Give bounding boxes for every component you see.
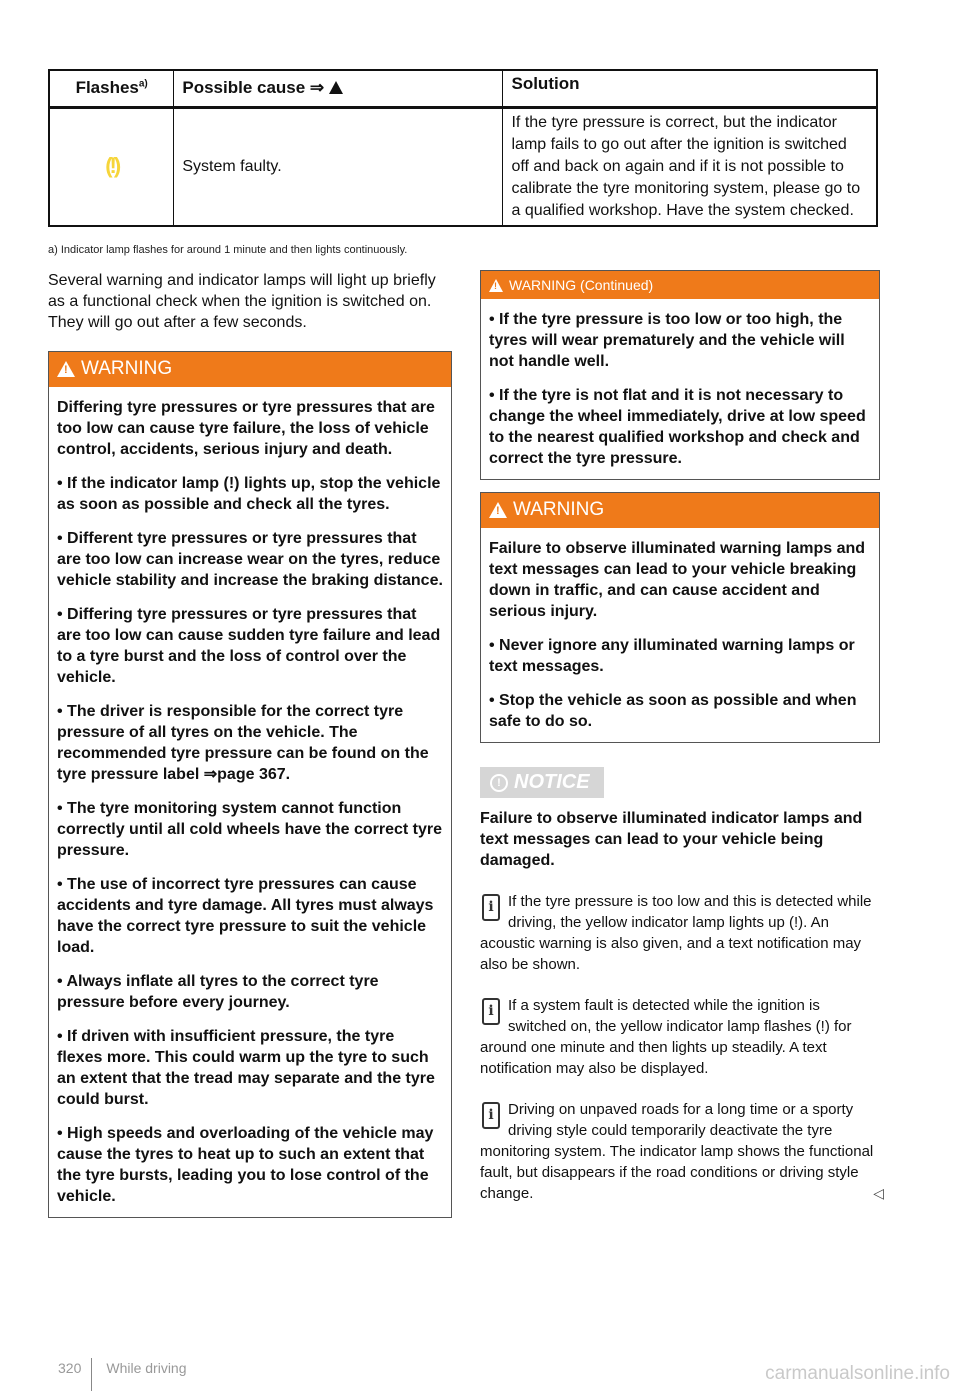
warning-bullet: • If driven with insufficient pressure, the tyre flexes more. This could warm up the tyre to such an extent that the tread may separate and the tyre could burst.: [57, 1028, 435, 1108]
header-solution: Solution: [503, 70, 877, 108]
warning-continued-body: [481, 299, 879, 479]
left-column: [48, 270, 452, 1218]
watermark: carmanualsonline.info: [765, 1363, 950, 1384]
notice-text: Failure to observe illuminated indicator lamps and text messages can lead to your vehicle being damaged.: [480, 810, 863, 869]
tpms-flash-cell: [49, 108, 174, 227]
warning-box-tyre-pressure: [48, 351, 452, 1218]
table-row: [49, 108, 877, 227]
warning-body: [49, 387, 451, 1217]
info-icon: i: [482, 1102, 500, 1129]
warning-box-continued: [480, 270, 880, 480]
warning-box-illuminated-lamps: [480, 492, 880, 743]
warning-paragraph: Differing tyre pressures or tyre pressures that are too low can cause tyre failure, the loss of vehicle control, accidents, serious injury and death.: [57, 399, 435, 458]
right-column: [480, 270, 884, 1204]
warning-triangle-icon: [57, 361, 75, 377]
intro-text: Several warning and indicator lamps will light up briefly as a functional check when the ignition is switched on. They will go out after a few seconds.: [48, 272, 436, 331]
warning-continued-header: ! WARNING (Continued): [481, 271, 879, 299]
warning-bullet: • Different tyre pressures or tyre pressures that are too low can increase wear on the tyres, reduce vehicle stability and increase the braking distance.: [57, 530, 443, 589]
warning-bullet: • Differing tyre pressures or tyre pressures that are too low can cause sudden tyre failure and lead to a tyre burst and the loss of control over the vehicle.: [57, 606, 441, 686]
section-name: While driving: [106, 1360, 187, 1376]
warning-body: [481, 528, 879, 742]
info-icon: i: [482, 998, 500, 1025]
notice-icon: !: [490, 774, 508, 792]
solution-cell: If the tyre pressure is correct, but the indicator lamp fails to go out after the ignition is switched off and back on again and if it is not possible to calibrate the tyre monitoring system, please go to a qualified workshop. Have the system checked.: [503, 108, 877, 227]
cause-cell: System faulty.: [174, 108, 503, 227]
warning-triangle-icon: [489, 502, 507, 518]
warning-bullet: • If the tyre pressure is too low or too high, the tyres will wear prematurely and the vehicle will not handle well.: [489, 311, 845, 370]
page-footer: [58, 1348, 187, 1388]
notice-header: ! NOTICE: [480, 767, 604, 798]
warning-bullet: • Always inflate all tyres to the correct tyre pressure before every journey.: [57, 973, 379, 1011]
info-note-low-pressure: i If the tyre pressure is too low and this is detected while driving, the yellow indicator lamp lights up (!). An acoustic warning is also given, and a text notification may also be shown.: [480, 893, 872, 973]
section-end-icon: ◁: [873, 1185, 884, 1201]
info-note-unpaved-roads: i Driving on unpaved roads for a long time or a sporty driving style could temporarily deactivate the tyre monitoring system. The indicator lamp shows the functional fault, but disappears if the road conditions or driving style change. ◁: [480, 1101, 884, 1202]
warning-bullet: • The tyre monitoring system cannot function correctly until all cold wheels have the correct tyre pressure.: [57, 800, 443, 859]
info-icon: i: [482, 894, 500, 921]
header-possible-cause: Possible cause ⇒: [174, 70, 503, 108]
warning-bullet: • Stop the vehicle as soon as possible and when safe to do so.: [489, 692, 857, 730]
warning-bullet: • High speeds and overloading of the vehicle may cause the tyres to heat up to such an extent that the tyre bursts, leading you to lose control of the vehicle.: [57, 1125, 434, 1205]
warning-bullet: • The driver is responsible for the correct tyre pressure of all tyres on the vehicle. The recommended tyre pressure can be found on the tyre pressure label ⇒page 367.: [57, 703, 429, 783]
warning-triangle-icon: [489, 279, 503, 292]
header-flashes: Flashes$^{a)}$: [49, 70, 174, 108]
tyre-monitor-table: [48, 69, 878, 227]
warning-header: ! WARNING: [481, 493, 879, 528]
table-footnote: a) Indicator lamp flashes for around 1 minute and then lights continuously.: [48, 244, 408, 256]
table-header-row: [49, 70, 877, 108]
warning-bullet: • If the indicator lamp (!) lights up, stop the vehicle as soon as possible and check all the tyres.: [57, 475, 441, 513]
footer-divider: [91, 1358, 92, 1391]
warning-bullet: • The use of incorrect tyre pressures can cause accidents and tyre damage. All tyres must always have the correct tyre pressure to suit the vehicle load.: [57, 876, 434, 956]
warning-triangle-icon: [329, 81, 343, 94]
info-note-system-fault: i If a system fault is detected while the ignition is switched on, the yellow indicator lamp flashes (!) for around one minute and then lights up steadily. A text notification may also be displayed.: [480, 997, 852, 1077]
warning-bullet: • If the tyre is not flat and it is not necessary to change the wheel immediately, drive at low speed to the nearest qualified workshop and check and correct the tyre pressure.: [489, 387, 866, 467]
warning-paragraph: Failure to observe illuminated warning lamps and text messages can lead to your vehicle breaking down in traffic, and can cause accident and serious injury.: [489, 540, 866, 620]
tyre-pressure-warning-icon: (!): [105, 152, 119, 178]
warning-header: ! WARNING: [49, 352, 451, 387]
page-number: 320: [58, 1360, 82, 1376]
warning-bullet: • Never ignore any illuminated warning lamps or text messages.: [489, 637, 855, 675]
